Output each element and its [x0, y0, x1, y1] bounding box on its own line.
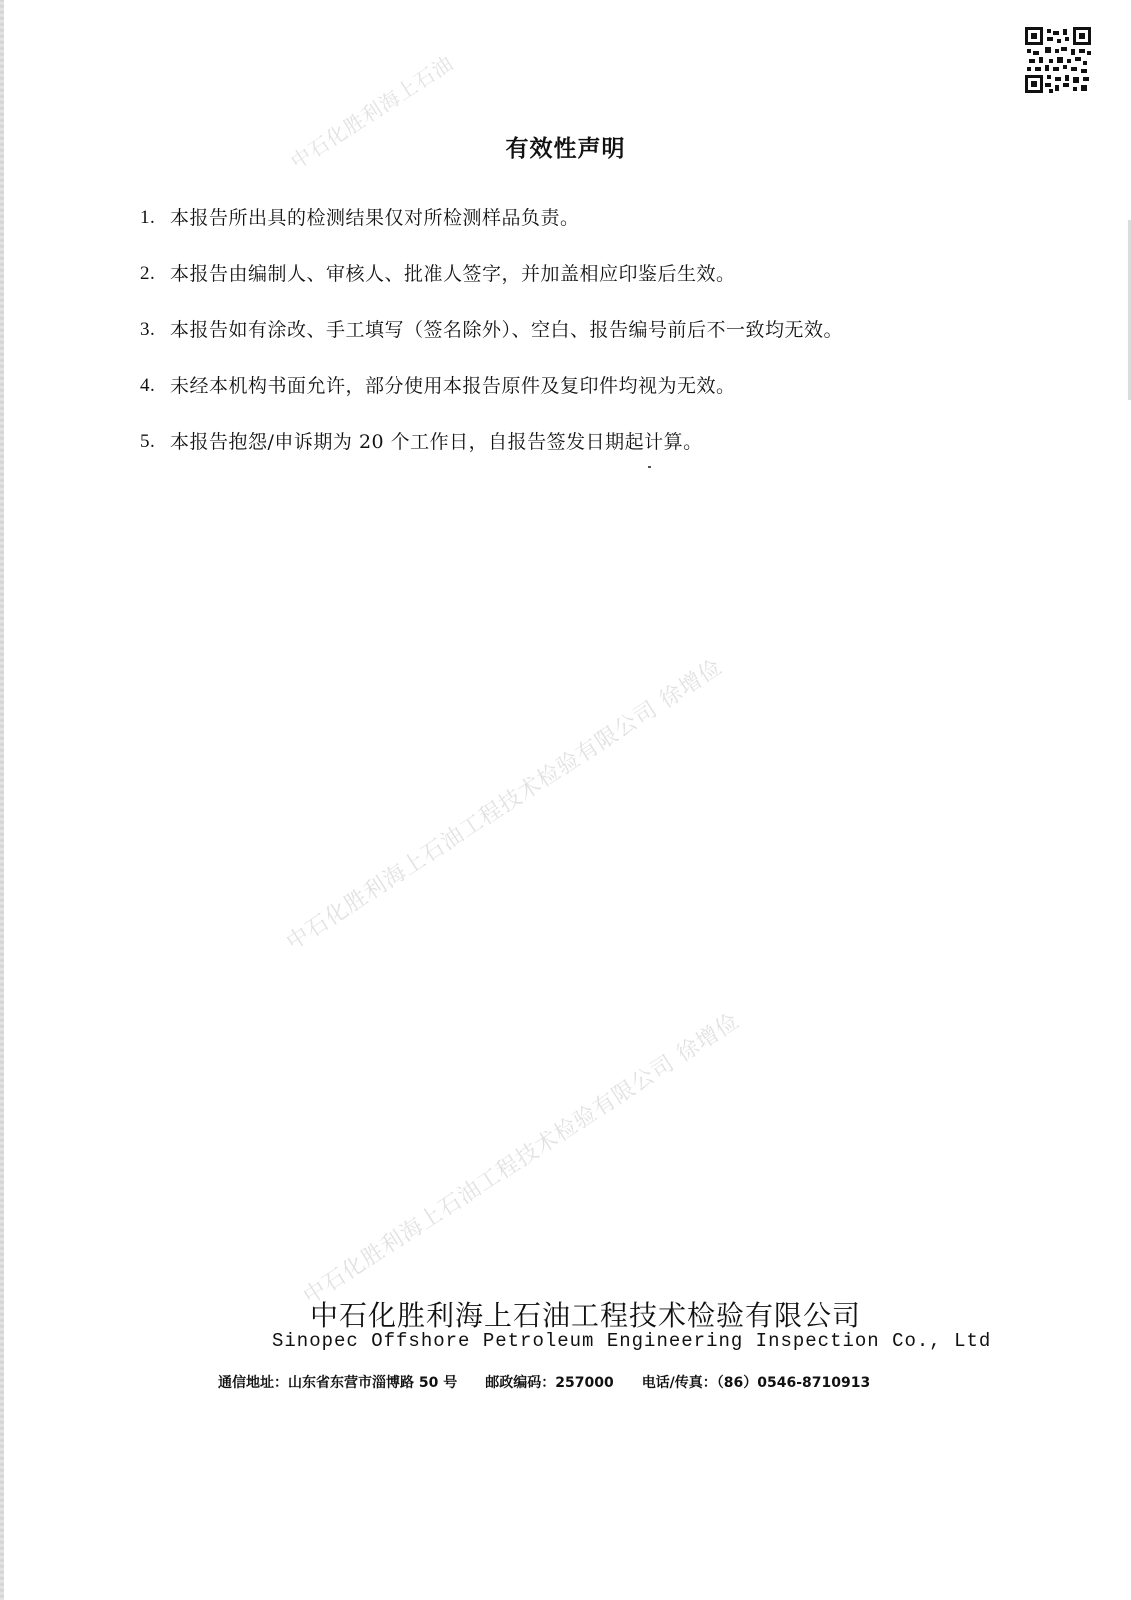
clause-item [140, 204, 843, 260]
clause-item [140, 316, 843, 372]
clause-text: 本报告抱怨/申诉期为 20 个工作日，自报告签发日期起计算。 [170, 431, 703, 453]
clause-number: 5. [140, 431, 156, 452]
clause-text: 本报告所出具的检测结果仅对所检测样品负责。 [170, 207, 580, 229]
clause-text: 本报告由编制人、审核人、批准人签字，并加盖相应印鉴后生效。 [170, 263, 736, 285]
watermark-bottom: 中石化胜利海上石油工程技术检验有限公司 徐增俭 [299, 1008, 744, 1310]
clause-number: 2. [140, 263, 156, 284]
scan-edge [0, 0, 4, 1600]
clause-item [140, 428, 843, 484]
clause-number: 1. [140, 207, 156, 228]
clause-text: 本报告如有涂改、手工填写（签名除外）、空白、报告编号前后不一致均无效。 [170, 319, 844, 341]
clause-item [140, 372, 843, 428]
watermark-top: 中石化胜利海上石油 [286, 50, 458, 174]
phone-text: 电话/传真：（86）0546-8710913 [641, 1375, 871, 1391]
scan-speck [648, 466, 651, 468]
clause-text: 未经本机构书面允许，部分使用本报告原件及复印件均视为无效。 [170, 375, 736, 397]
address-text: 通信地址：山东省东营市淄博路 50 号 [218, 1375, 458, 1391]
postcode-text: 邮政编码：257000 [485, 1375, 614, 1391]
clause-number: 4. [140, 375, 156, 396]
page-title: 有效性声明 [505, 136, 626, 162]
watermark-middle: 中石化胜利海上石油工程技术检验有限公司 徐增俭 [282, 654, 727, 956]
company-name-en: Sinopec Offshore Petroleum Engineering Inspection Co., Ltd [272, 1330, 992, 1352]
company-name-cn: 中石化胜利海上石油工程技术检验有限公司 [309, 1299, 861, 1332]
contact-line [218, 1372, 870, 1392]
clause-number: 3. [140, 319, 156, 340]
qr-code-icon [1025, 27, 1091, 93]
clause-item [140, 260, 843, 316]
validity-clauses [140, 204, 843, 484]
